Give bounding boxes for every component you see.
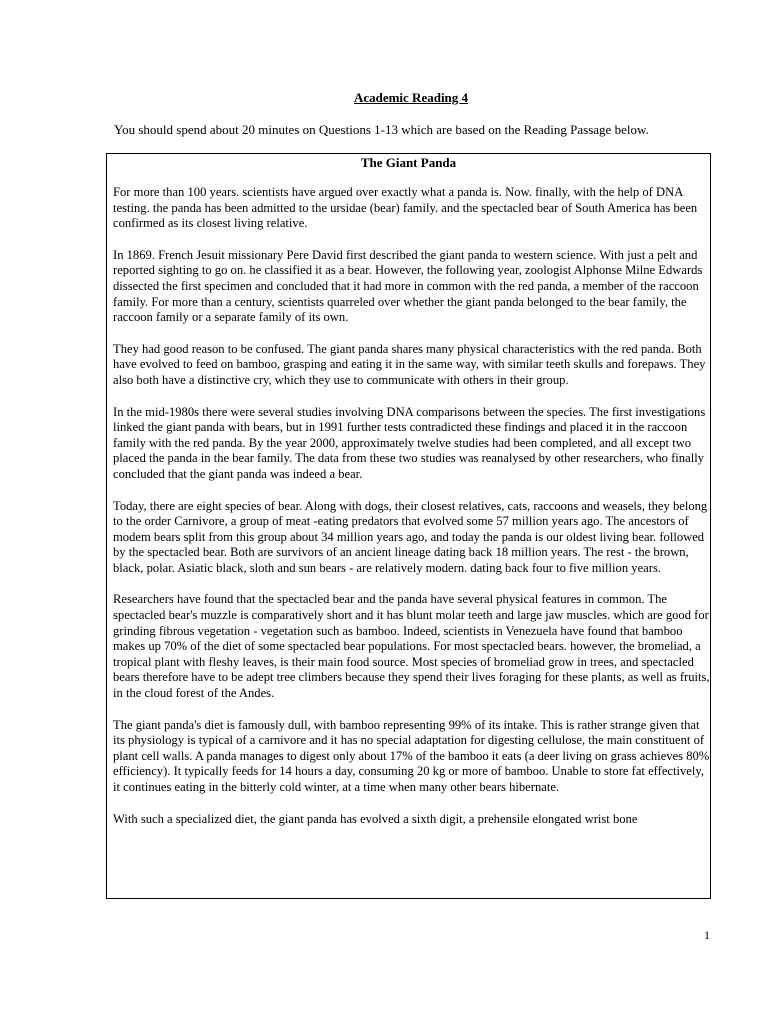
- passage-paragraph: With such a specialized diet, the giant panda has evolved a sixth digit, a prehensile elongated wrist bone: [113, 811, 638, 826]
- passage-title: The Giant Panda: [360, 155, 457, 170]
- passage-paragraph: The giant panda's diet is famously dull, with bamboo representing 99% of its intake. This is rather strange given that its physiology is typical of a carnivore and it has no special adaptation for digesting cellulose, the main constituent of plant cell walls. A panda manages to digest only about 17% of the bamboo it eats (a deer living on grass achieves 80% efficiency). It typically feeds for 14 hours a day, consuming 20 kg or more of bamboo. Unable to store fat effectively, it continues eating in the bitterly cold winter, at a time when many other bears hibernate.: [113, 717, 710, 794]
- passage-paragraph: In 1869. French Jesuit missionary Pere David first described the giant panda to western science. With just a pelt and reported sighting to go on. he classified it as a bear. However, the following year, zoologist Alphonse Milne Edwards dissected the first specimen and concluded that it had more in common with the red panda, a member of the raccoon family. For more than a century, scientists quarreled over whether the giant panda belonged to the bear family, the raccoon family or a separate family of its own.: [113, 247, 703, 325]
- document-heading: Academic Reading 4: [353, 90, 469, 105]
- passage-body: [107, 171, 710, 827]
- passage-paragraph: Researchers have found that the spectacled bear and the panda have several physical features in common. The spectacled bear's muzzle is comparatively short and it has blunt molar teeth and large jaw muscles. which are good for grinding fibrous vegetation - vegetation such as bamboo. Indeed, scientists in Venezuela have found that bamboo makes up 70% of the diet of some spectacled bear populations. For most spectacled bears. however, the bromeliad, a tropical plant with fleshy leaves, is their main food source. Most species of bromeliad grow in trees, and spectacled bears therefore have to be adept tree climbers because they spend their lives foraging for these plants, as well as fruits, in the cloud forest of the Andes.: [113, 592, 710, 701]
- passage-paragraph: Today, there are eight species of bear. Along with dogs, their closest relatives, cats, raccoons and weasels, they belong to the order Carnivore, a group of meat -eating predators that evolved some 57 million years ago. The ancestors of modem bears split from this group about 34 million years ago, and today the panda is our oldest living bear. followed by the spectacled bear. Both are survivors of an ancient lineage dating back 18 million years. The rest - the brown, black, polar. Asiatic black, sloth and sun bears - are relatively modern. dating back four to five million years.: [113, 498, 708, 575]
- instruction-text: You should spend about 20 minutes on Questions 1-13 which are based on the Reading Passage below.: [114, 122, 649, 137]
- passage-paragraph: In the mid-1980s there were several studies involving DNA comparisons between the species. The first investigations linked the giant panda with bears, but in 1991 further tests contradicted these findings and placed it in the raccoon family with the red panda. By the year 2000, approximately twelve studies had been completed, and all except two placed the panda in the bear family. The data from these two studies was reanalysed by other researchers, who finally concluded that the giant panda was indeed a bear.: [113, 404, 706, 481]
- page-number: 1: [704, 928, 710, 942]
- passage-paragraph: For more than 100 years. scientists have argued over exactly what a panda is. Now. finally, with the help of DNA testing. the panda has been admitted to the ursidae (bear) family. and the spectacled bear of South America has been confirmed as its closest living relative.: [113, 185, 698, 231]
- reading-passage-box: [106, 153, 711, 899]
- passage-paragraph: They had good reason to be confused. The giant panda shares many physical characteristics with the red panda. Both have evolved to feed on bamboo, grasping and eating it in the same way, with similar teeth skulls and forepaws. They also both have a distinctive cry, which they use to communicate with others in their group.: [113, 341, 706, 387]
